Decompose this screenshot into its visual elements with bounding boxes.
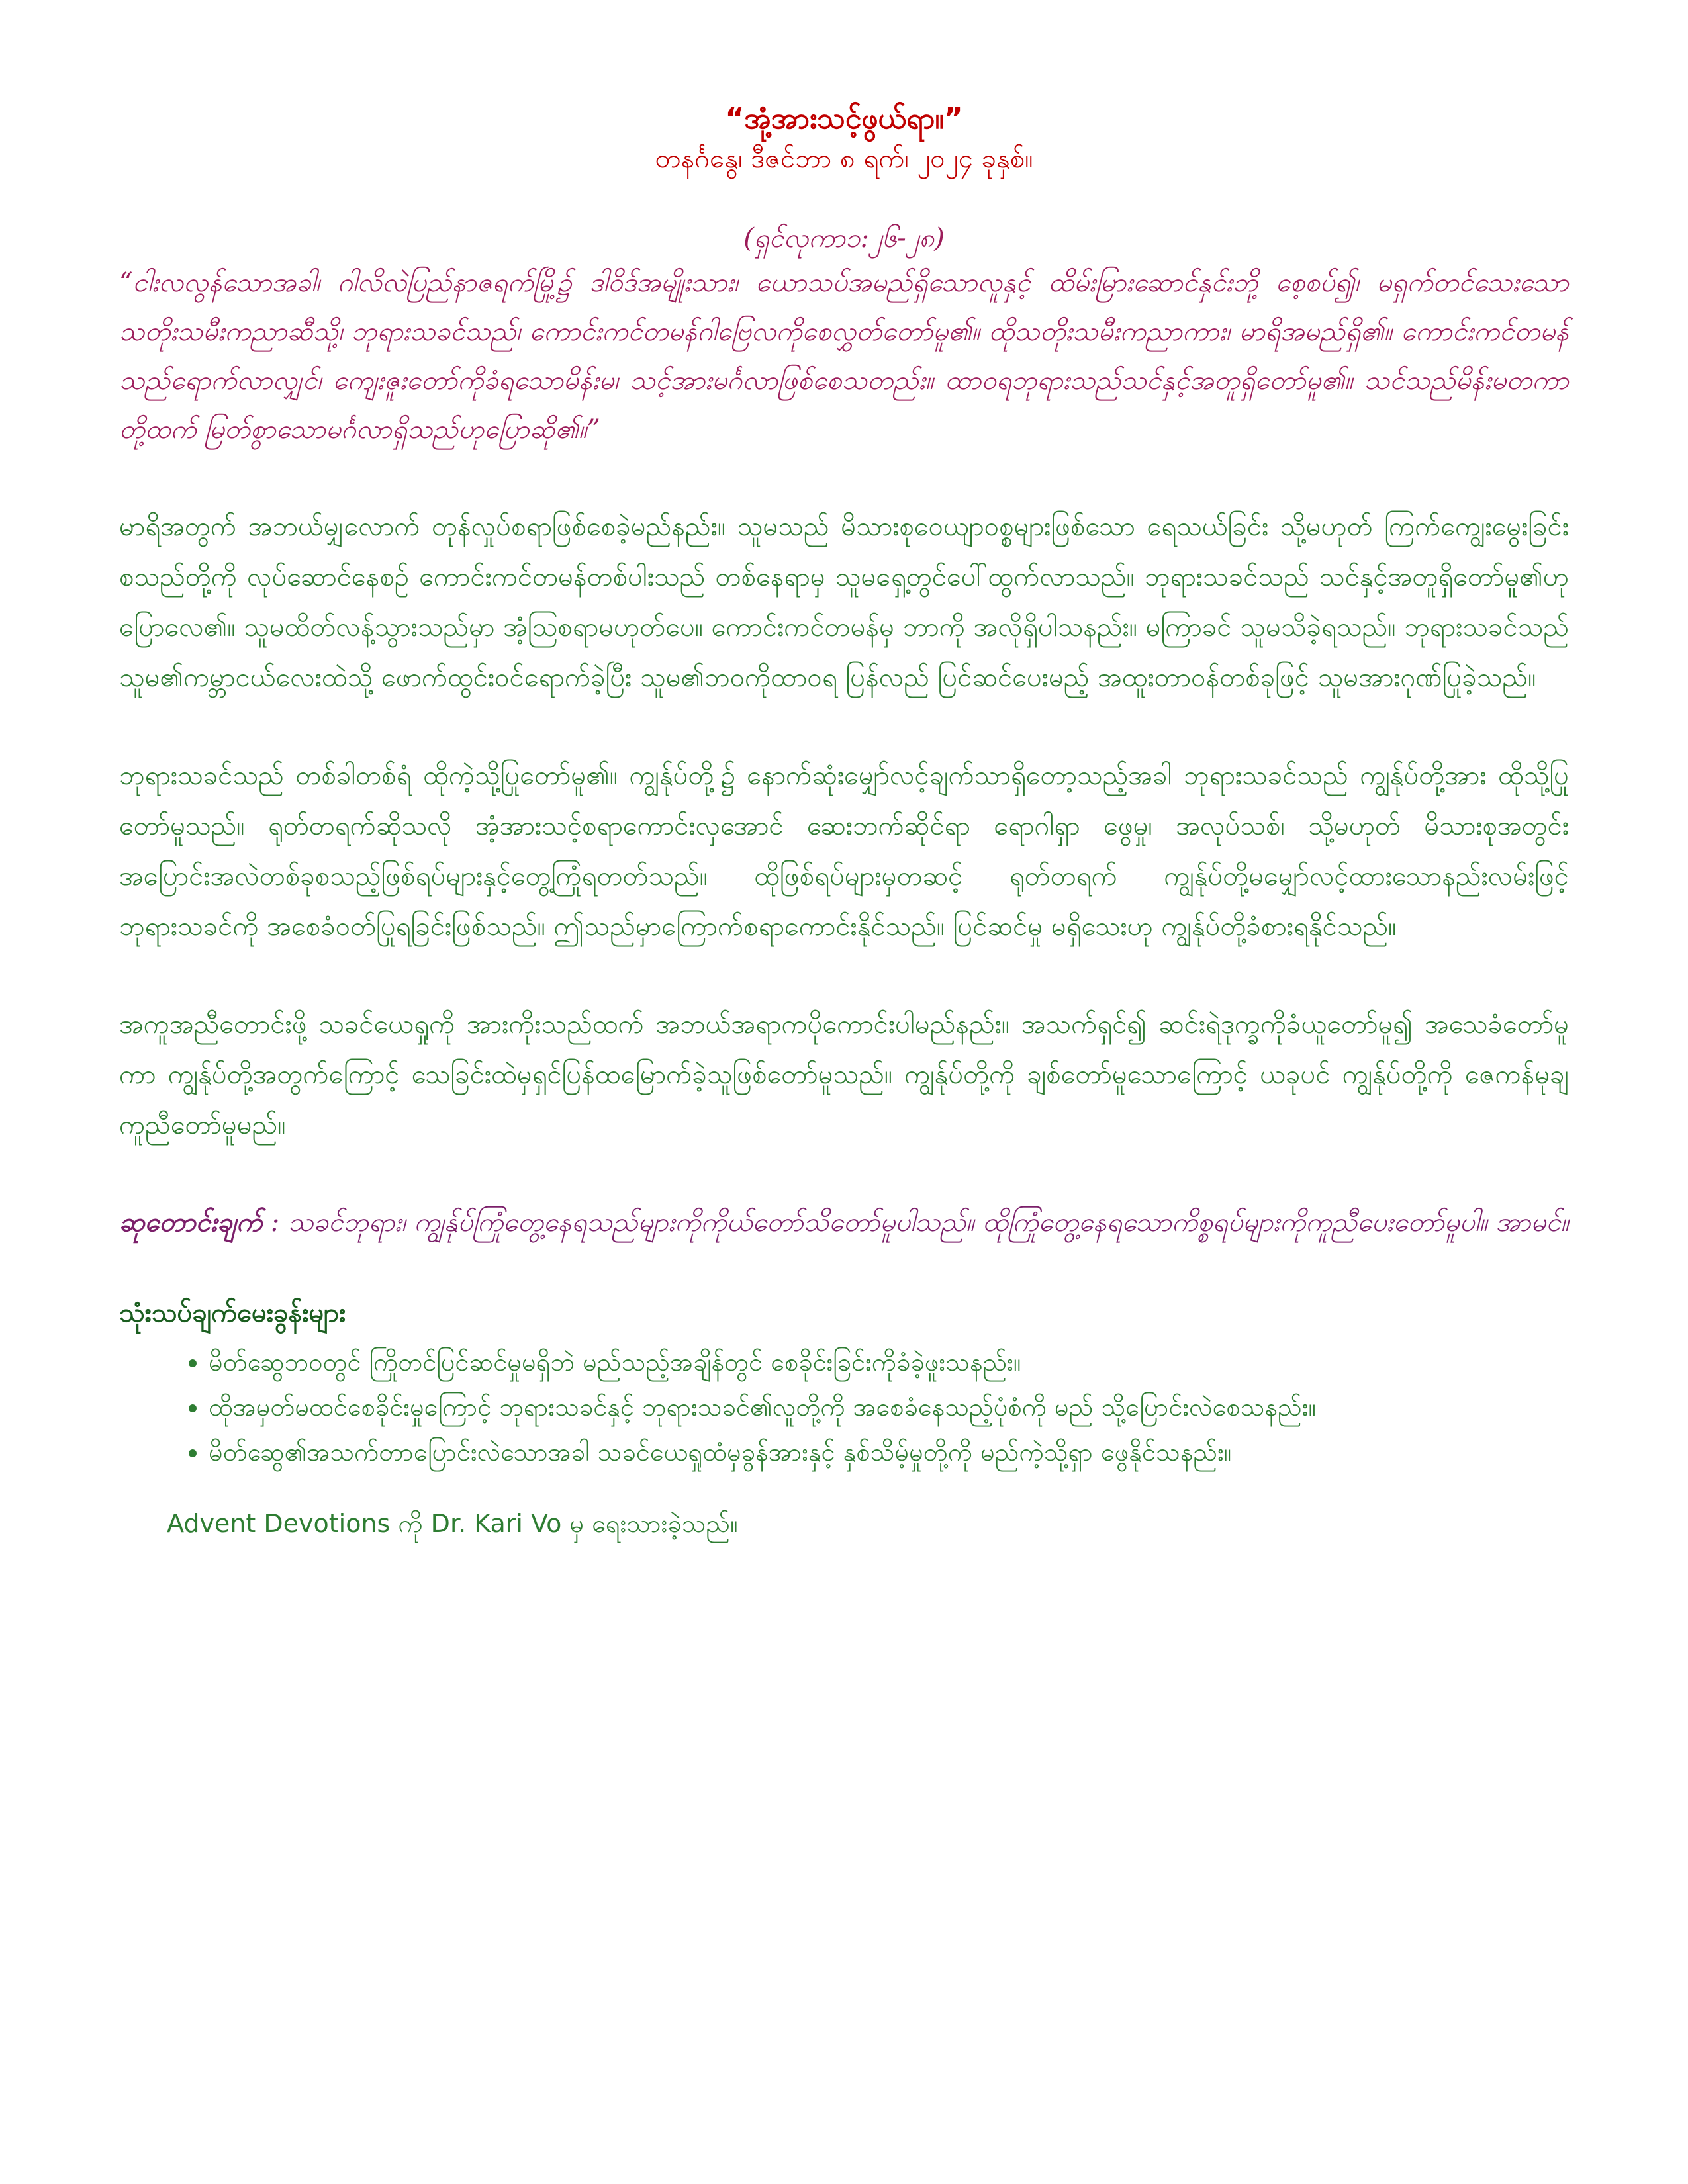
prayer-text: : သခင်ဘုရား၊ ကျွန်ုပ်ကြုံတွေ့နေရသည်များကိုကိုယ်တော်သိတော်မူပါသည်။ ထိုကြုံတွေ့နေရသောကိစ္စရပ်များကိုကူညီပေးတော်မူပါ။ အာမင်။ <box>262 1207 1569 1238</box>
question-item: • မိတ်ဆွေဘဝတွင် ကြိုတင်ပြင်ဆင်မှုမရှိဘဲ မည်သည့်အချိန်တွင် စေခိုင်းခြင်းကိုခံခဲ့ဖူးသနည်း။ <box>209 1340 1569 1385</box>
header <box>119 99 1569 179</box>
body-paragraph-1: မာရိအတွက် အဘယ်မျှလောက် တုန်လှုပ်စရာဖြစ်စေခဲ့မည်နည်း။ သူမသည် မိသားစုဝေယျာဝစ္စများဖြစ်သော ရေသယ်ခြင်း သို့မဟုတ် ကြက်ကျွေးမွေးခြင်းစသည်တို့ကို လုပ်ဆောင်နေစဉ် ကောင်းကင်တမန်တစ်ပါးသည် တစ်နေရာမှ သူမရှေ့တွင်ပေါ်ထွက်လာသည်။ ဘုရားသခင်သည် သင်နှင့်အတူရှိတော်မူ၏ဟုပြောလေ၏။ သူမထိတ်လန့်သွားသည်မှာ အံ့သြစရာမဟုတ်ပေ။ ကောင်းကင်တမန်မှ ဘာကို အလိုရှိပါသနည်း။ မကြာခင် သူမသိခဲ့ရသည်။ ဘုရားသခင်သည် သူမ၏ကမ္ဘာငယ်လေးထဲသို့ ဖောက်ထွင်းဝင်ရောက်ခဲ့ပြီး သူမ၏ဘဝကိုထာဝရ ပြန်လည် ပြင်ဆင်ပေးမည့် အထူးတာဝန်တစ်ခုဖြင့် သူမအားဂုဏ်ပြုခဲ့သည်။ <box>119 512 1569 693</box>
reflection-questions <box>119 1293 1569 1475</box>
author-credit: Advent Devotions ကို Dr. Kari Vo မှ ရေးသားခဲ့သည်။ <box>167 1509 738 1538</box>
prayer-label: ဆုတောင်းချက် <box>119 1206 263 1238</box>
scripture-reference: (ရှင်လုကာ၁:၂၆-၂၈) <box>743 223 945 253</box>
date-line: တနင်္ဂနွေ၊ ဒီဇင်ဘာ ၈ ရက်၊ ၂၀၂၄ ခုနှစ်။ <box>655 144 1033 174</box>
question-item: • မိတ်ဆွေ၏အသက်တာပြောင်းလဲသောအခါ သခင်ယေရှုထံမှခွန်အားနှင့် နှစ်သိမ့်မှုတို့ကို မည်ကဲ့သို့ရှာ ဖွေနိုင်သနည်း။ <box>209 1430 1569 1475</box>
questions-title: သုံးသပ်ချက်မေးခွန်းများ <box>119 1298 346 1328</box>
document-page <box>119 99 1569 1543</box>
page-title: “အုံ့အားသင့်ဖွယ်ရာ။” <box>725 102 963 136</box>
question-item: • ထိုအမှတ်မထင်စေခိုင်းမှုကြောင့် ဘုရားသခင်နှင့် ဘုရားသခင်၏လူတို့ကို အစေခံနေသည့်ပုံစံကို မည် သို့ပြောင်းလဲစေသနည်း။ <box>209 1385 1569 1430</box>
questions-list <box>119 1340 1569 1475</box>
scripture-text: “ငါးလလွန်သောအခါ၊ ဂါလိလဲပြည်နာဇရက်မြို့၌ ဒါဝိဒ်အမျိုးသား၊ ယောသပ်အမည်ရှိသောလူနှင့် ထိမ်းမြားဆောင်နှင်းဘို့ စေ့စပ်၍၊ မရှက်တင်သေးသောသတိုးသမီးကညာဆီသို့၊ ဘုရားသခင်သည်၊ ကောင်းကင်တမန်ဂါဗြေလကိုစေလွှတ်တော်မူ၏။ ထိုသတိုးသမီးကညာကား၊ မာရိအမည်ရှိ၏။ ကောင်းကင်တမန်သည်ရောက်လာလျှင်၊ ကျေးဇူးတော်ကိုခံရသောမိန်းမ၊ သင့်အားမင်္ဂလာဖြစ်စေသတည်း။ ထာဝရဘုရားသည်သင်နှင့်အတူရှိတော်မူ၏။ သင်သည်မိန်းမတကာတို့ထက် မြတ်စွာသောမင်္ဂလာရှိသည်ဟုပြောဆို၏။” <box>119 267 1569 445</box>
scripture-block <box>119 218 1569 454</box>
prayer-block <box>119 1198 1569 1247</box>
body-paragraph-3: အကူအညီတောင်းဖို့ သခင်ယေရှုကို အားကိုးသည်ထက် အဘယ်အရာကပိုကောင်းပါမည်နည်း။ အသက်ရှင်၍ ဆင်းရဲဒုက္ခကိုခံယူတော်မူ၍ အသေခံတော်မူကာ ကျွန်ုပ်တို့အတွက်ကြောင့် သေခြင်းထဲမှရှင်ပြန်ထမြောက်ခဲ့သူဖြစ်တော်မူသည်။ ကျွန်ုပ်တို့ကို ချစ်တော်မူသောကြောင့် ယခုပင် ကျွန်ုပ်တို့ကို ဇေကန်မုချ ကူညီတော်မူမည်။ <box>119 1009 1569 1140</box>
body-paragraph-2: ဘုရားသခင်သည် တစ်ခါတစ်ရံ ထိုကဲ့သို့ပြုတော်မူ၏။ ကျွန်ုပ်တို့၌ နောက်ဆုံးမျှော်လင့်ချက်သာရှိတော့သည့်အခါ ဘုရားသခင်သည် ကျွန်ုပ်တို့အား ထိုသို့ပြုတော်မူသည်။ ရုတ်တရက်ဆိုသလို အံ့အားသင့်စရာကောင်းလှအောင် ဆေးဘက်ဆိုင်ရာ ရောဂါရှာ ဖွေမှု၊ အလုပ်သစ်၊ သို့မဟုတ် မိသားစုအတွင်း အပြောင်းအလဲတစ်ခုစသည့်ဖြစ်ရပ်များနှင့်တွေ့ကြုံရတတ်သည်။ ထိုဖြစ်ရပ်များမှတဆင့် ရုတ်တရက် ကျွန်ုပ်တို့မမျှော်လင့်ထားသောနည်းလမ်းဖြင့် ဘုရားသခင်ကို အစေခံဝတ်ပြုရခြင်းဖြစ်သည်။ ဤသည်မှာကြောက်စရာကောင်းနိုင်သည်။ ပြင်ဆင်မှု မရှိသေးဟု ကျွန်ုပ်တို့ခံစားရနိုင်သည်။ <box>119 760 1569 942</box>
